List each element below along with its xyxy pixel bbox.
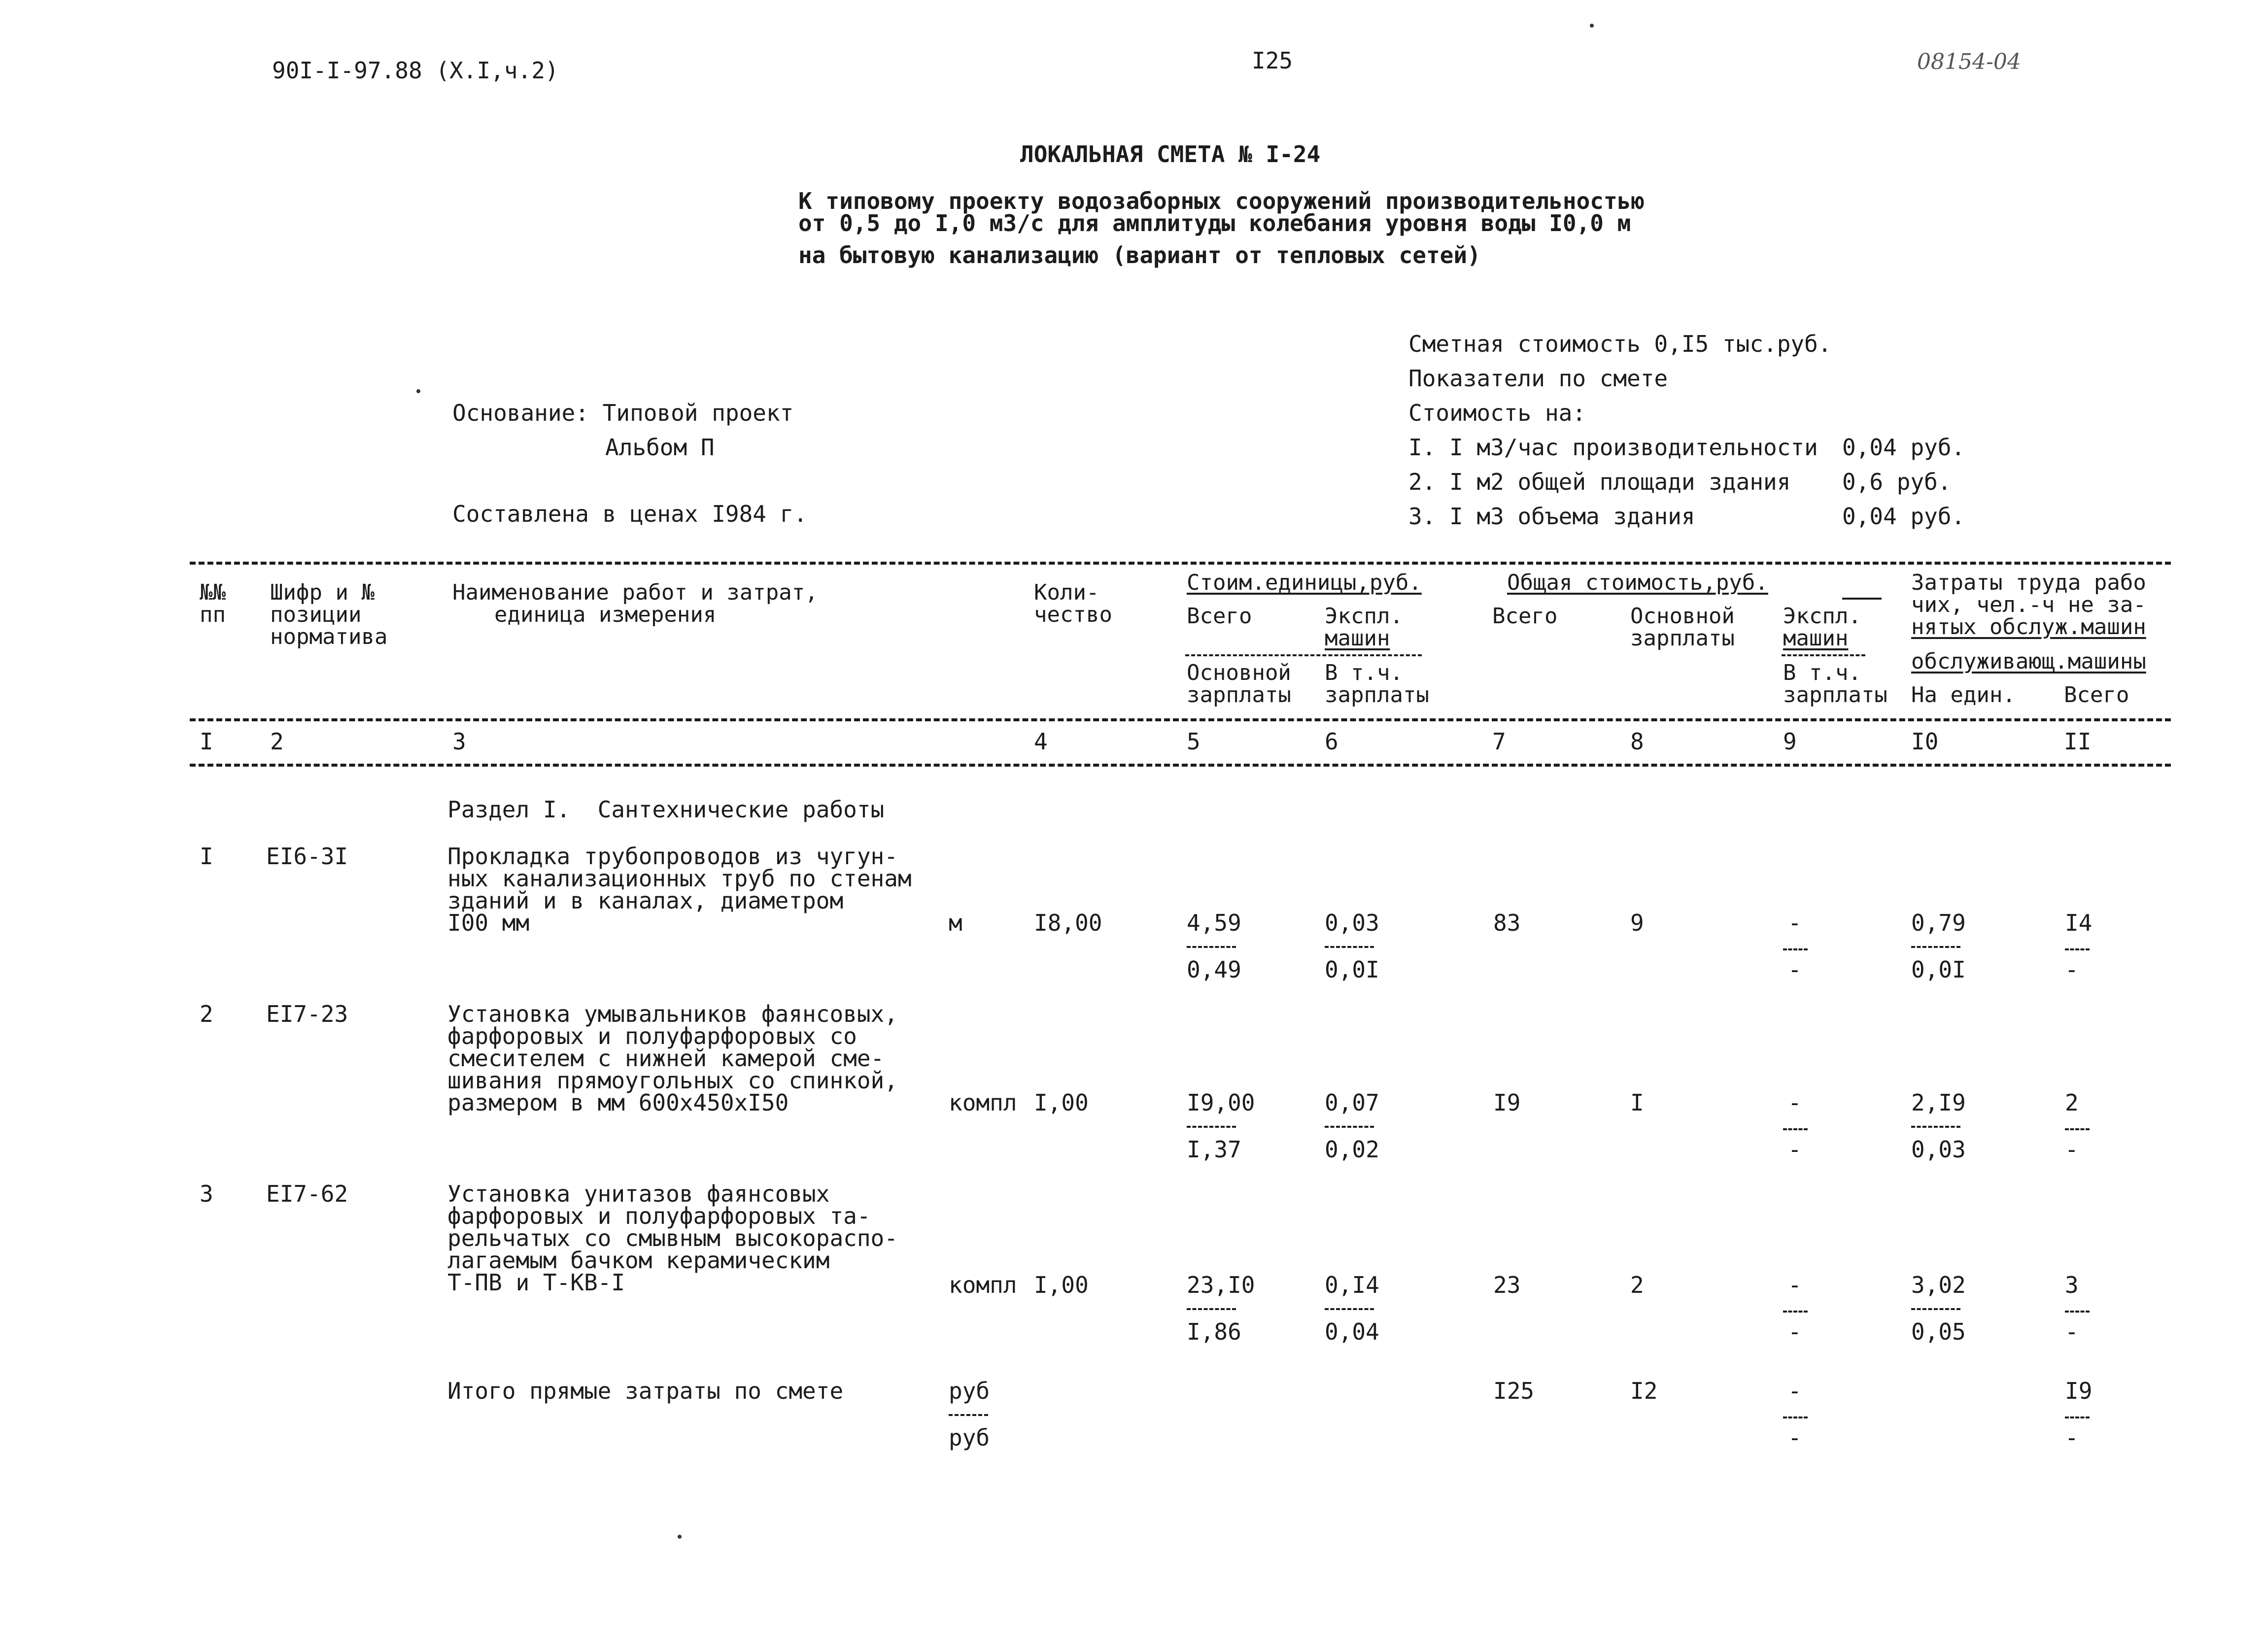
indicators-heading: Показатели по смете — [1408, 365, 1668, 392]
row3-quantity: I,00 — [1034, 1272, 1089, 1298]
row2-number: 2 — [200, 1001, 213, 1027]
col2-header-a: Шифр и № — [270, 580, 375, 605]
title-line-3: на бытовую канализацию (вариант от тепловых сетей) — [798, 242, 1481, 269]
row1-c8: 9 — [1630, 910, 1644, 936]
row3-number: 3 — [200, 1180, 213, 1207]
totals-label: Итого прямые затраты по смете — [447, 1378, 844, 1404]
row3-c5-fraction-line — [1187, 1308, 1236, 1310]
col1-header-b: пп — [200, 602, 226, 627]
row1-desc-1: Прокладка трубопроводов из чугун- — [447, 843, 898, 870]
indicator-3-value: 0,04 руб. — [1842, 503, 1965, 530]
totals-c9-fraction-line — [1783, 1416, 1808, 1418]
col8-header-a: Основной — [1630, 604, 1735, 629]
row3-c5: 23,I0 — [1187, 1272, 1255, 1298]
totals-unit-fraction-line — [949, 1414, 988, 1416]
table-top-rule — [190, 562, 2171, 565]
row3-c6: 0,I4 — [1325, 1272, 1379, 1298]
row1-c10: 0,79 — [1911, 910, 1966, 936]
row3-c11-fraction-line — [2065, 1311, 2090, 1313]
col6-header-b1: В т.ч. — [1325, 660, 1403, 685]
row1-c10b: 0,0I — [1911, 956, 1966, 983]
col-number-4: 4 — [1034, 728, 1048, 755]
row3-c11b: - — [2065, 1318, 2079, 1345]
col-number-6: 6 — [1325, 728, 1338, 755]
row2-c5-fraction-line — [1187, 1126, 1236, 1128]
row3-c10-fraction-line — [1911, 1308, 1960, 1310]
row2-desc-4: шивания прямоугольных со спинкой, — [447, 1067, 898, 1094]
row1-number: I — [200, 843, 213, 870]
scan-speck — [416, 389, 420, 393]
totals-unit: руб — [949, 1378, 990, 1404]
col-number-3: 3 — [452, 728, 466, 755]
row3-c10b: 0,05 — [1911, 1318, 1966, 1345]
row1-desc-3: зданий и в каналах, диаметром — [447, 887, 844, 914]
total-cost-group-header: Общая стоимость,руб. — [1507, 570, 1768, 595]
row2-c11: 2 — [2065, 1089, 2079, 1116]
row3-c9-fraction-line — [1783, 1311, 1808, 1313]
handwritten-note: 08154-04 — [1917, 49, 2021, 74]
totals-unit-b: руб — [949, 1424, 990, 1451]
document-code: 90I-I-97.88 (X.I,ч.2) — [272, 57, 559, 84]
totals-c9: - — [1788, 1378, 1802, 1404]
row3-desc-2: фарфоровых и полуфарфоровых та- — [447, 1203, 871, 1229]
col-number-1: I — [200, 728, 213, 755]
indicator-2-label: 2. I м2 общей площади здания — [1408, 469, 1791, 495]
indicator-3-label: 3. I м3 объема здания — [1408, 503, 1695, 530]
col-number-7: 7 — [1492, 728, 1506, 755]
col4-header-b: чество — [1034, 602, 1112, 627]
row3-desc-4: лагаемым бачком керамическим — [447, 1247, 830, 1274]
col-number-11: II — [2064, 728, 2092, 755]
title-line-2: от 0,5 до I,0 м3/с для амплитуды колебания уровня воды I0,0 м — [798, 210, 1631, 236]
row1-c11-fraction-line — [2065, 948, 2090, 950]
col-number-10: I0 — [1911, 728, 1939, 755]
row1-c6: 0,03 — [1325, 910, 1379, 936]
row3-c8: 2 — [1630, 1272, 1644, 1298]
unit-cost-group-header: Стоим.единицы,руб. — [1187, 570, 1422, 595]
row3-c10: 3,02 — [1911, 1272, 1966, 1298]
row1-c11: I4 — [2065, 910, 2092, 936]
basis-line-2: Альбом П — [605, 434, 715, 461]
row2-c9b: - — [1788, 1136, 1802, 1163]
col2-header-b: позиции — [270, 602, 362, 627]
row1-c11b: - — [2065, 956, 2079, 983]
labor-header-a: Затраты труда рабо — [1911, 570, 2146, 595]
col-number-5: 5 — [1187, 728, 1201, 755]
machine-cost-subrule — [1782, 654, 1865, 656]
col9-header-b2: зарплаты — [1783, 682, 1887, 708]
col9-header-a2: машин — [1783, 626, 1849, 651]
totals-c11: I9 — [2065, 1378, 2092, 1404]
indicator-1-label: I. I м3/час производительности — [1408, 434, 1818, 461]
row1-c5b: 0,49 — [1187, 956, 1241, 983]
col5-header-b1: Основной — [1187, 660, 1291, 685]
row1-c5-fraction-line — [1187, 946, 1236, 948]
col9-header-b1: В т.ч. — [1783, 660, 1861, 685]
labor-header-d: обслуживающ.машины — [1911, 649, 2146, 674]
row3-c5b: I,86 — [1187, 1318, 1241, 1345]
col3-header-a: Наименование работ и затрат, — [452, 580, 818, 605]
col9-header-a1: Экспл. — [1783, 604, 1861, 629]
indicator-2-value: 0,6 руб. — [1842, 469, 1952, 495]
col-number-2: 2 — [270, 728, 284, 755]
row3-c7: 23 — [1493, 1272, 1521, 1298]
col6-header-a2: машин — [1325, 626, 1390, 651]
totals-c11-fraction-line — [2065, 1416, 2090, 1418]
row2-c9: - — [1788, 1089, 1802, 1116]
row2-c6-fraction-line — [1325, 1126, 1374, 1128]
section-title: Раздел I. Сантехнические работы — [447, 796, 885, 823]
row1-c5: 4,59 — [1187, 910, 1241, 936]
col-number-9: 9 — [1783, 728, 1797, 755]
row2-code: EI7-23 — [266, 1001, 348, 1027]
labor-header-c: нятых обслуж.машин — [1911, 614, 2146, 640]
row2-c8: I — [1630, 1089, 1644, 1116]
row3-code: EI7-62 — [266, 1180, 348, 1207]
row1-c6b: 0,0I — [1325, 956, 1379, 983]
labor-header-b: чих, чел.-ч не за- — [1911, 592, 2146, 617]
row2-c11-fraction-line — [2065, 1128, 2090, 1130]
row1-desc-4: I00 мм — [447, 910, 530, 936]
prices-year: Составлена в ценах I984 г. — [452, 501, 808, 527]
title-line-1: К типовому проекту водозаборных сооружений производительностью — [798, 188, 1645, 214]
row3-unit: компл — [949, 1272, 1017, 1298]
totals-c11b: - — [2065, 1424, 2079, 1451]
row2-desc-5: размером в мм 600х450хI50 — [447, 1089, 789, 1116]
scan-speck — [678, 1535, 682, 1539]
row1-unit: м — [949, 910, 962, 936]
row3-desc-1: Установка унитазов фаянсовых — [447, 1180, 830, 1207]
row2-c6b: 0,02 — [1325, 1136, 1379, 1163]
row2-desc-1: Установка умывальников фаянсовых, — [447, 1001, 898, 1027]
row3-c9: - — [1788, 1272, 1802, 1298]
totals-c9b: - — [1788, 1424, 1802, 1451]
row2-c10-fraction-line — [1911, 1126, 1960, 1128]
row3-c9b: - — [1788, 1318, 1802, 1345]
row1-desc-2: ных канализационных труб по стенам — [447, 865, 912, 892]
row2-quantity: I,00 — [1034, 1089, 1089, 1116]
row3-c6-fraction-line — [1325, 1308, 1374, 1310]
col5-header-a: Всего — [1187, 604, 1252, 629]
basis-line-1: Основание: Типовой проект — [452, 400, 794, 426]
col11-header: Всего — [2064, 682, 2129, 708]
row2-desc-3: смесителем с нижней камерой сме- — [447, 1045, 885, 1072]
estimate-title: ЛОКАЛЬНАЯ СМЕТА № I-24 — [1020, 141, 1321, 168]
totals-c7: I25 — [1493, 1378, 1535, 1404]
row3-c11: 3 — [2065, 1272, 2079, 1298]
row2-unit: компл — [949, 1089, 1017, 1116]
row2-c6: 0,07 — [1325, 1089, 1379, 1116]
row2-c5b: I,37 — [1187, 1136, 1241, 1163]
table-header-rule — [190, 718, 2171, 721]
scan-speck — [1590, 24, 1594, 28]
column-number-rule — [190, 764, 2171, 767]
row1-c9-fraction-line — [1783, 948, 1808, 950]
row1-quantity: I8,00 — [1034, 910, 1102, 936]
row2-c10b: 0,03 — [1911, 1136, 1966, 1163]
row3-c6b: 0,04 — [1325, 1318, 1379, 1345]
row2-c10: 2,I9 — [1911, 1089, 1966, 1116]
col3-header-b: единица измерения — [494, 602, 717, 627]
row2-c9-fraction-line — [1783, 1128, 1808, 1130]
col1-header-a: №№ — [200, 580, 226, 605]
row1-c9b: - — [1788, 956, 1802, 983]
row1-c10-fraction-line — [1911, 946, 1960, 948]
col8-header-b: зарплаты — [1630, 626, 1735, 651]
col4-header-a: Коли- — [1034, 580, 1099, 605]
col2-header-c: норматива — [270, 624, 388, 649]
cost-per-heading: Стоимость на: — [1408, 400, 1586, 426]
col6-header-a1: Экспл. — [1325, 604, 1403, 629]
row1-code: EI6-3I — [266, 843, 348, 870]
totals-c8: I2 — [1630, 1378, 1658, 1404]
estimated-cost: Сметная стоимость 0,I5 тыс.руб. — [1408, 331, 1832, 357]
total-cost-rule-ext — [1842, 598, 1882, 600]
col7-header: Всего — [1492, 604, 1558, 629]
indicator-1-value: 0,04 руб. — [1842, 434, 1965, 461]
row1-c9: - — [1788, 910, 1802, 936]
row2-c11b: - — [2065, 1136, 2079, 1163]
row2-c7: I9 — [1493, 1089, 1521, 1116]
page-number: I25 — [1252, 47, 1293, 74]
unit-cost-subrule — [1185, 654, 1422, 656]
col-number-8: 8 — [1630, 728, 1644, 755]
row2-c5: I9,00 — [1187, 1089, 1255, 1116]
row2-desc-2: фарфоровых и полуфарфоровых со — [447, 1023, 857, 1049]
row1-c6-fraction-line — [1325, 946, 1374, 948]
col10-header: На един. — [1911, 682, 2016, 708]
row1-c7: 83 — [1493, 910, 1521, 936]
row3-desc-3: рельчатых со смывным высокораспо- — [447, 1225, 898, 1251]
col6-header-b2: зарплаты — [1325, 682, 1429, 708]
row3-desc-5: Т-ПВ и Т-КВ-I — [447, 1269, 625, 1296]
col5-header-b2: зарплаты — [1187, 682, 1291, 708]
